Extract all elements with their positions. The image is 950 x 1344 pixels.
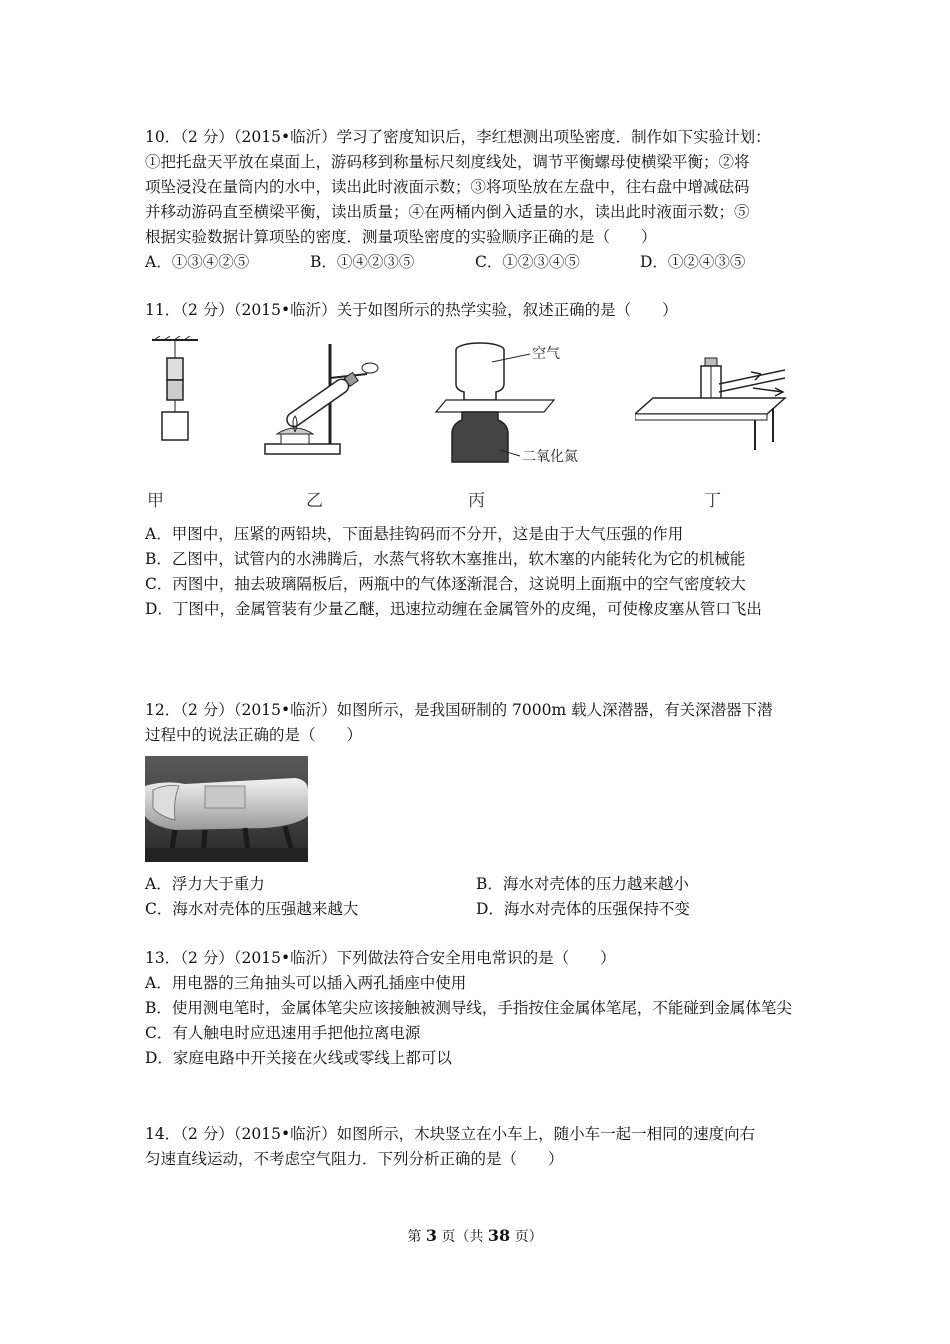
q10-option-d: D．①②④③⑤ (640, 253, 746, 271)
q13-option-b: B．使用测电笔时，金属体笔尖应该接触被测导线，手指按住金属体笔尾，不能碰到金属体笔尖 (145, 999, 792, 1017)
q14-line: 14．（2 分）（2015•临沂）如图所示，木块竖立在小车上，随小车一起一相同的速度向右 (145, 1125, 756, 1143)
figure-jia-lead-blocks (150, 336, 200, 446)
q10-line: ①把托盘天平放在桌面上，游码移到称量标尺刻度线处，调节平衡螺母使横梁平衡；②将 (145, 153, 750, 171)
q11-options (145, 522, 825, 622)
q14-line: 匀速直线运动，不考虑空气阻力．下列分析正确的是（ ） (145, 1150, 564, 1168)
q13-option-d: D．家庭电路中开关接在火线或零线上都可以 (145, 1049, 452, 1067)
q12-line: 12．（2 分）（2015•临沂）如图所示，是我国研制的 7000m 载人深潜器，有关深潜器下潜 (145, 701, 773, 719)
figure-yi-test-tube (255, 336, 390, 461)
footer-mid: 页（共 (436, 1229, 488, 1245)
label-no2: 二氧化氮 (522, 449, 578, 465)
footer-post: 页） (510, 1229, 543, 1245)
q10-option-b: B．①④②③⑤ (310, 253, 415, 271)
q13-option-c: C．有人触电时应迅速用手把他拉离电源 (145, 1024, 421, 1042)
question-12 (145, 698, 815, 748)
q12-option-d: D．海水对壳体的压强保持不变 (476, 900, 690, 918)
label-air: 空气 (532, 346, 560, 362)
q10-line: 10．（2 分）（2015•临沂）学习了密度知识后，李红想测出项坠密度．制作如下实验计划： (145, 128, 771, 146)
question-14 (145, 1122, 815, 1172)
page-footer (0, 1226, 950, 1246)
q11-option-d: D．丁图中，金属管装有少量乙醚，迅速拉动缠在金属管外的皮绳，可使橡皮塞从管口飞出 (145, 600, 762, 618)
q11-stem: 11．（2 分）（2015•临沂）关于如图所示的热学实验，叙述正确的是（ ） (145, 301, 678, 319)
question-13 (145, 946, 815, 971)
q13-options (145, 971, 825, 1071)
q13-stem: 13．（2 分）（2015•临沂）下列做法符合安全用电常识的是（ ） (145, 949, 616, 967)
q12-option-c: C．海水对壳体的压强越来越大 (145, 900, 359, 918)
figure-label-ding: 丁 (704, 491, 721, 511)
q10-line: 根据实验数据计算项坠的密度．测量项坠密度的实验顺序正确的是（ ） (145, 228, 657, 246)
figure-label-yi: 乙 (306, 491, 323, 511)
figure-label-bing: 丙 (468, 491, 485, 511)
page-number: 3 (425, 1226, 437, 1245)
q10-option-a: A．①③④②⑤ (145, 253, 250, 271)
q10-line: 并移动游码直至横梁平衡，读出质量；④在两桶内倒入适量的水，读出此时液面示数；⑤ (145, 203, 750, 221)
total-pages: 38 (487, 1226, 511, 1245)
figure-submersible-photo (145, 756, 308, 862)
q11-option-b: B．乙图中，试管内的水沸腾后，水蒸气将软木塞推出，软木塞的内能转化为它的机械能 (145, 550, 746, 568)
figure-label-jia: 甲 (147, 491, 164, 511)
figure-ding-metal-tube (635, 352, 790, 452)
q10-option-c: C．①②③④⑤ (475, 253, 580, 271)
q13-option-a: A．用电器的三角抽头可以插入两孔插座中使用 (145, 974, 467, 992)
q12-option-b: B．海水对壳体的压力越来越小 (476, 875, 689, 893)
q12-line: 过程中的说法正确的是（ ） (145, 726, 363, 744)
figure-bing-gas-diffusion (430, 338, 610, 468)
q11-option-c: C．丙图中，抽去玻璃隔板后，两瓶中的气体逐渐混合，这说明上面瓶中的空气密度较大 (145, 575, 746, 593)
q11-option-a: A．甲图中，压紧的两铅块，下面悬挂钩码而不分开，这是由于大气压强的作用 (145, 525, 684, 543)
q10-line: 项坠浸没在量筒内的水中，读出此时液面示数；③将项坠放在左盘中，往右盘中增减砝码 (145, 178, 750, 196)
q12-option-a: A．浮力大于重力 (145, 875, 265, 893)
footer-pre: 第 (407, 1229, 426, 1245)
question-10 (145, 125, 815, 250)
question-11 (145, 298, 815, 323)
